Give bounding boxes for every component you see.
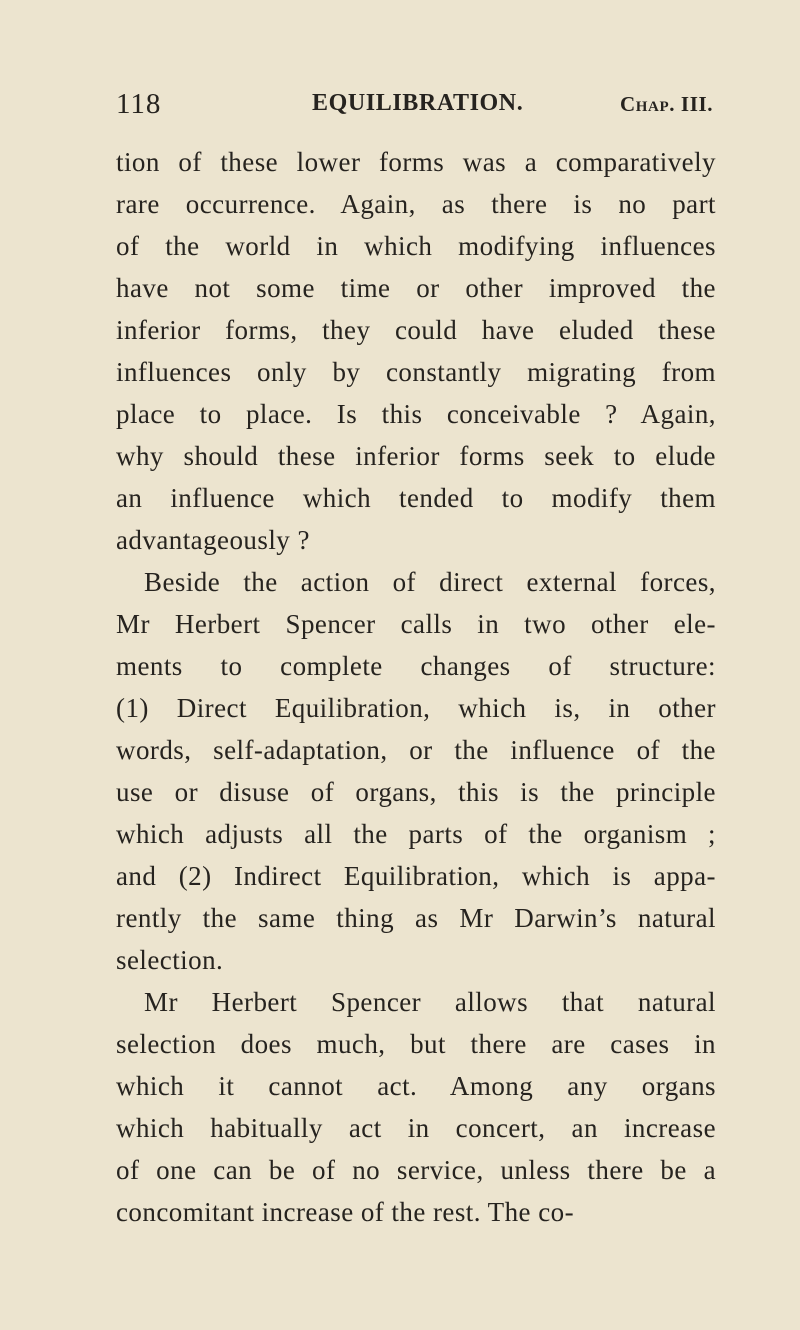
- body-text: [116, 141, 716, 1233]
- text-line: (1) Direct Equilibration, which is, in other: [116, 693, 716, 723]
- text-line: advantageously ?: [116, 525, 310, 555]
- text-line: Mr Herbert Spencer allows that natural: [144, 987, 716, 1017]
- text-line: rently the same thing as Mr Darwin’s natural: [116, 903, 716, 933]
- text-line: of one can be of no service, unless there be a: [116, 1155, 716, 1185]
- text-line: ments to complete changes of structure:: [116, 651, 716, 681]
- text-line: which it cannot act. Among any organs: [116, 1071, 716, 1101]
- text-line: tion of these lower forms was a comparatively: [116, 147, 716, 177]
- text-line: which habitually act in concert, an increase: [116, 1113, 716, 1143]
- text-line: which adjusts all the parts of the organism ;: [116, 819, 716, 849]
- text-line: why should these inferior forms seek to elude: [116, 441, 716, 471]
- page-number: 118: [116, 88, 162, 120]
- text-line: selection does much, but there are cases in: [116, 1029, 716, 1059]
- text-line: words, self-adaptation, or the influence of the: [116, 735, 716, 765]
- text-line: Mr Herbert Spencer calls in two other ele-: [116, 609, 716, 639]
- text-line: concomitant increase of the rest. The co-: [116, 1197, 575, 1227]
- text-line: use or disuse of organs, this is the principle: [116, 777, 716, 807]
- running-head: [0, 88, 800, 128]
- text-line: place to place. Is this conceivable ? Again,: [116, 399, 716, 429]
- text-line: an influence which tended to modify them: [116, 483, 716, 513]
- running-title: EQUILIBRATION.: [312, 90, 524, 116]
- text-line: rare occurrence. Again, as there is no part: [116, 189, 716, 219]
- text-line: have not some time or other improved the: [116, 273, 716, 303]
- text-line: selection.: [116, 945, 224, 975]
- text-line: influences only by constantly migrating from: [116, 357, 716, 387]
- text-line: Beside the action of direct external forces,: [144, 567, 716, 597]
- text-line: inferior forms, they could have eluded these: [116, 315, 716, 345]
- text-line: of the world in which modifying influences: [116, 231, 716, 261]
- text-line: and (2) Indirect Equilibration, which is appa-: [116, 861, 716, 891]
- chapter-label: Chap. III.: [620, 92, 714, 116]
